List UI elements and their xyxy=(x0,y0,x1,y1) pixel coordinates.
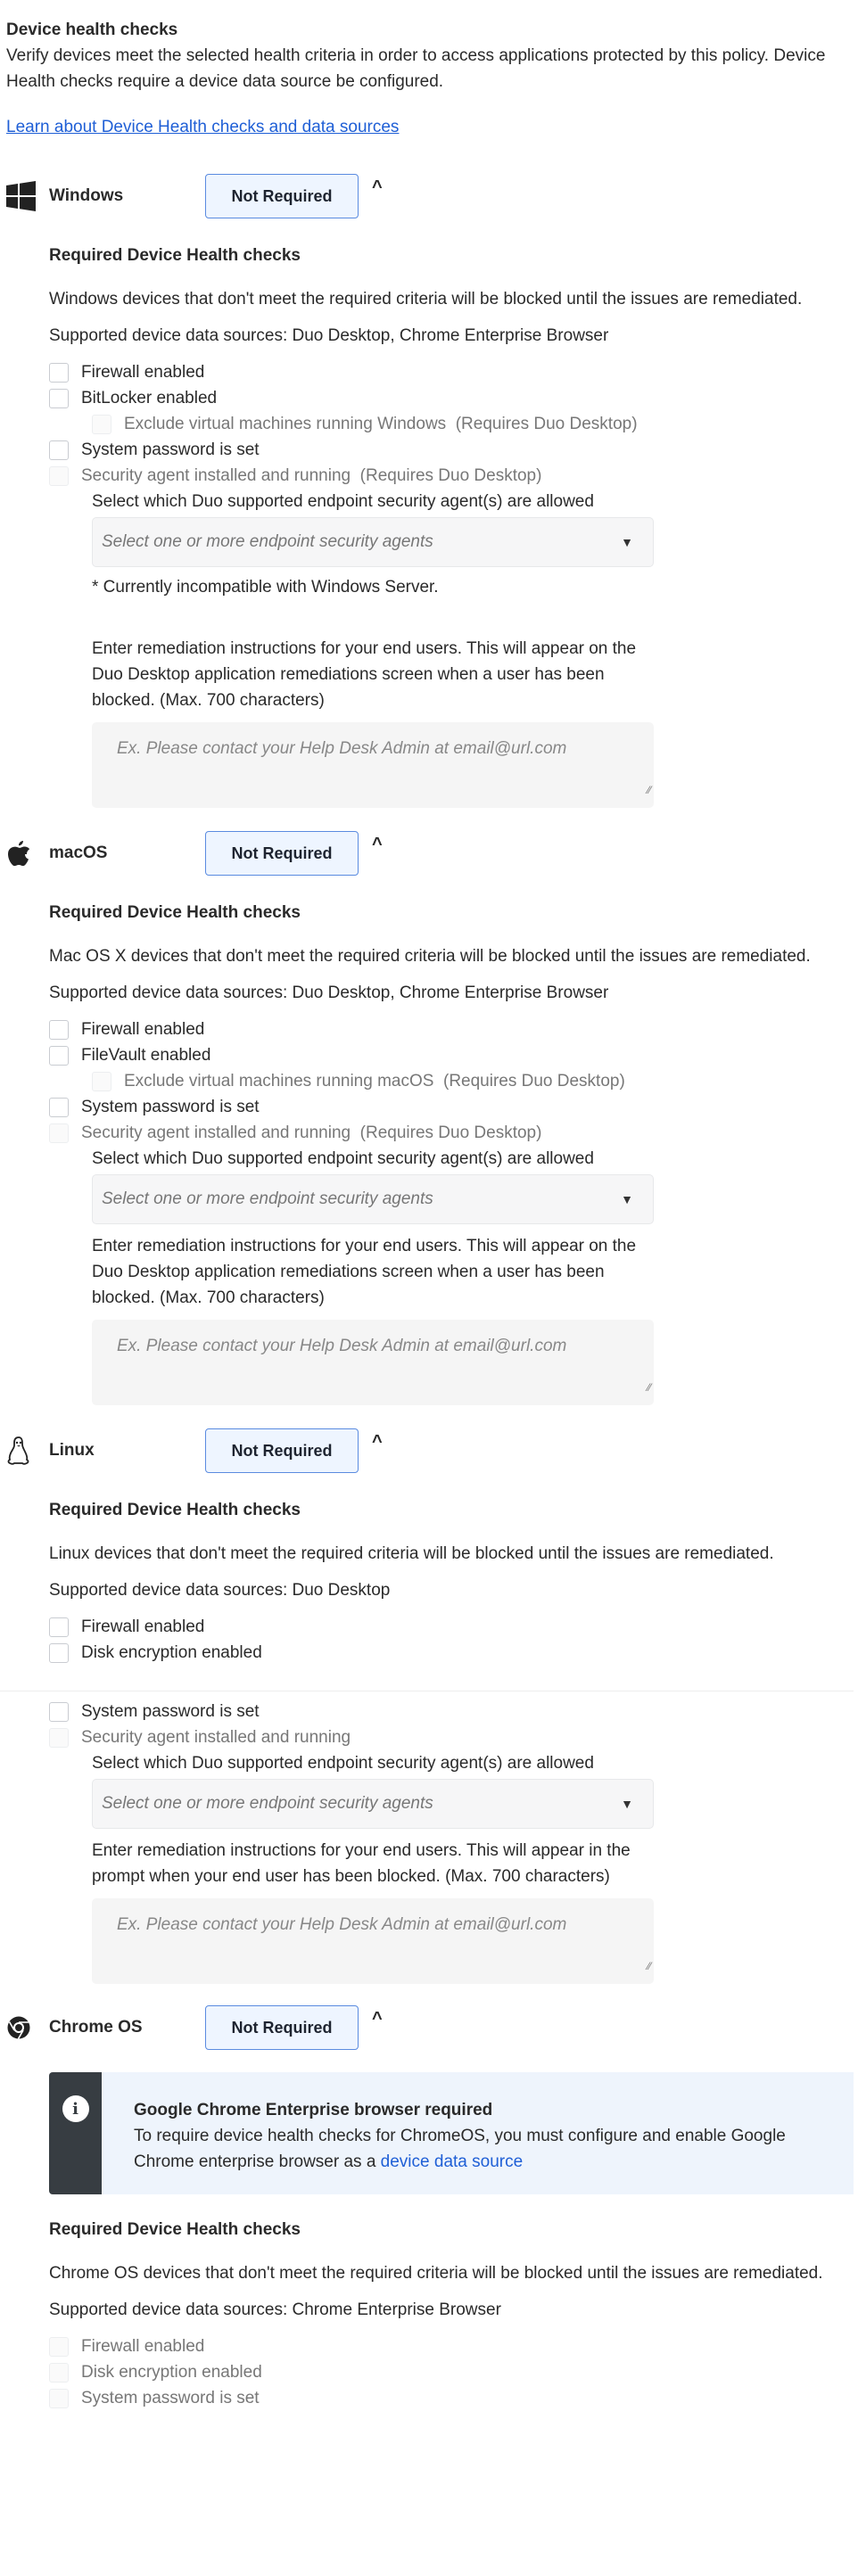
checkbox-label: Security agent installed and running xyxy=(81,1727,351,1747)
os-row-macos xyxy=(6,831,854,876)
select-placeholder: Select one or more endpoint security agents xyxy=(102,1794,433,1813)
remediation-label: Enter remediation instructions for your end users. This will appear on the Duo Desktop application remediations screen when a user has been blocked. (Max. 700 characters) xyxy=(92,1237,637,1307)
status-dropdown-button[interactable]: Not Required xyxy=(205,1428,359,1473)
textarea-placeholder: Ex. Please contact your Help Desk Admin at email@url.com xyxy=(117,739,567,758)
checkbox[interactable] xyxy=(49,1046,69,1066)
checkbox xyxy=(92,1072,111,1091)
supported-sources: Supported device data sources: Chrome Enterprise Browser xyxy=(49,2300,501,2319)
checkbox[interactable] xyxy=(49,1702,69,1722)
os-description: Windows devices that don't meet the required criteria will be blocked until the issues are remediated. xyxy=(49,290,803,309)
remediation-textarea[interactable] xyxy=(92,1898,654,1984)
checkbox-label: Security agent installed and running xyxy=(81,465,351,485)
chevron-up-icon[interactable]: ^ xyxy=(372,1432,383,1452)
checkbox-label: Firewall enabled xyxy=(81,2336,205,2356)
supported-sources: Supported device data sources: Duo Desktop, Chrome Enterprise Browser xyxy=(49,326,609,345)
select-placeholder: Select one or more endpoint security agents xyxy=(102,1189,433,1208)
apple-icon xyxy=(6,838,37,868)
chevron-up-icon[interactable]: ^ xyxy=(372,177,383,197)
os-row-chromeos xyxy=(6,2005,854,2050)
checkbox xyxy=(92,415,111,434)
checkbox-label: System password is set xyxy=(81,1097,260,1116)
learn-link[interactable]: Learn about Device Health checks and data sources xyxy=(6,118,400,136)
checkbox-system-password xyxy=(49,2385,854,2411)
checkbox-system-password[interactable] xyxy=(49,437,854,463)
supported-sources: Supported device data sources: Duo Desktop xyxy=(49,1581,391,1600)
checkbox-label: Firewall enabled xyxy=(81,1019,205,1039)
checkbox-label: Security agent installed and running xyxy=(81,1123,351,1142)
checkbox-firewall[interactable] xyxy=(49,1614,854,1640)
chrome-icon xyxy=(6,2012,37,2043)
checkbox xyxy=(49,2337,69,2357)
linux-penguin-icon xyxy=(6,1436,37,1466)
checkbox xyxy=(49,466,69,486)
checkbox[interactable] xyxy=(49,1098,69,1117)
incompatible-note: * Currently incompatible with Windows Server. xyxy=(92,578,439,597)
checkbox-label: Exclude virtual machines running macOS xyxy=(124,1071,434,1090)
checkbox-label: Disk encryption enabled xyxy=(81,1642,262,1662)
checkbox-label: BitLocker enabled xyxy=(81,388,218,407)
required-heading: Required Device Health checks xyxy=(49,903,301,922)
os-description: Chrome OS devices that don't meet the required criteria will be blocked until the issues are remediated. xyxy=(49,2264,823,2283)
checkbox-system-password[interactable] xyxy=(49,1094,854,1120)
checkbox[interactable] xyxy=(49,1617,69,1637)
checkbox[interactable] xyxy=(49,1643,69,1663)
checkbox-bitlocker[interactable] xyxy=(49,385,854,411)
info-text: To require device health checks for ChromeOS, you must configure and enable Google Chrome enterprise browser as a xyxy=(134,2127,786,2171)
checkbox-system-password[interactable] xyxy=(49,1699,854,1724)
checkbox xyxy=(49,2389,69,2408)
dropdown-arrow-icon: ▼ xyxy=(621,1192,633,1206)
required-heading: Required Device Health checks xyxy=(49,246,301,265)
checkbox-label: Firewall enabled xyxy=(81,362,205,382)
checkbox-label: FileVault enabled xyxy=(81,1045,211,1065)
select-placeholder: Select one or more endpoint security agents xyxy=(102,532,433,551)
checkbox-security-agent xyxy=(49,1724,854,1750)
status-dropdown-button[interactable]: Not Required xyxy=(205,831,359,876)
agent-select-label: Select which Duo supported endpoint security agent(s) are allowed xyxy=(92,1754,594,1773)
info-icon: i xyxy=(62,2095,89,2122)
checkbox-firewall[interactable] xyxy=(49,359,854,385)
device-data-source-link[interactable]: device data source xyxy=(380,2152,524,2171)
checkbox-security-agent xyxy=(49,463,854,489)
agent-select[interactable] xyxy=(92,1779,654,1829)
os-label: Linux xyxy=(49,1441,95,1460)
checkbox xyxy=(49,2363,69,2383)
section-description: Verify devices meet the selected health criteria in order to access applications protected by this policy. Device Health checks require a device data source be configured. xyxy=(6,46,826,91)
checkbox[interactable] xyxy=(49,363,69,383)
checkbox-firewall[interactable] xyxy=(49,1016,854,1042)
os-label: Windows xyxy=(49,186,124,205)
checkbox[interactable] xyxy=(49,389,69,408)
checkbox-label: System password is set xyxy=(81,1701,260,1721)
checkbox-exclude-vm xyxy=(49,1068,854,1094)
requires-note: (Requires Duo Desktop) xyxy=(433,1071,625,1090)
section-title: Device health checks xyxy=(6,21,178,39)
checkbox xyxy=(49,1123,69,1143)
requires-note: (Requires Duo Desktop) xyxy=(351,465,542,485)
checkbox-label: Firewall enabled xyxy=(81,1617,205,1636)
agent-select[interactable] xyxy=(92,517,654,567)
required-heading: Required Device Health checks xyxy=(49,1501,301,1519)
os-description: Mac OS X devices that don't meet the required criteria will be blocked until the issues are remediated. xyxy=(49,947,811,966)
status-dropdown-button[interactable]: Not Required xyxy=(205,2005,359,2050)
agent-select-label: Select which Duo supported endpoint security agent(s) are allowed xyxy=(92,492,594,511)
info-title: Google Chrome Enterprise browser required xyxy=(134,2101,493,2119)
checkbox-filevault[interactable] xyxy=(49,1042,854,1068)
info-banner xyxy=(49,2072,854,2194)
checkbox-exclude-vm xyxy=(49,411,854,437)
checkbox-label: Exclude virtual machines running Windows xyxy=(124,414,447,433)
checkbox-security-agent xyxy=(49,1120,854,1146)
agent-select-label: Select which Duo supported endpoint security agent(s) are allowed xyxy=(92,1149,594,1168)
os-description: Linux devices that don't meet the required criteria will be blocked until the issues are remediated. xyxy=(49,1544,774,1563)
remediation-textarea[interactable] xyxy=(92,722,654,808)
checkbox-disk-encryption[interactable] xyxy=(49,1640,854,1666)
requires-note: (Requires Duo Desktop) xyxy=(351,1123,542,1142)
dropdown-arrow-icon: ▼ xyxy=(621,535,633,549)
checkbox-label: Disk encryption enabled xyxy=(81,2362,262,2382)
os-label: Chrome OS xyxy=(49,2018,143,2037)
checkbox-disk-encryption xyxy=(49,2359,854,2385)
requires-note: (Requires Duo Desktop) xyxy=(446,414,638,433)
textarea-placeholder: Ex. Please contact your Help Desk Admin at email@url.com xyxy=(117,1915,567,1934)
supported-sources: Supported device data sources: Duo Desktop, Chrome Enterprise Browser xyxy=(49,983,609,1002)
resize-handle-icon[interactable]: ⁄⁄ xyxy=(647,784,651,796)
resize-handle-icon[interactable]: ⁄⁄ xyxy=(647,1381,651,1394)
checkbox[interactable] xyxy=(49,1020,69,1040)
os-label: macOS xyxy=(49,844,108,862)
status-dropdown-button[interactable]: Not Required xyxy=(205,174,359,218)
dropdown-arrow-icon: ▼ xyxy=(621,1797,633,1811)
chevron-up-icon[interactable]: ^ xyxy=(372,835,383,854)
checkbox-firewall xyxy=(49,2333,854,2359)
chevron-up-icon[interactable]: ^ xyxy=(372,2009,383,2029)
checkbox-label: System password is set xyxy=(81,440,260,459)
remediation-label: Enter remediation instructions for your end users. This will appear on the Duo Desktop application remediations screen when a user has been blocked. (Max. 700 characters) xyxy=(92,639,637,710)
checkbox xyxy=(49,1728,69,1748)
device-health-checks xyxy=(6,17,854,2411)
checkbox-label: System password is set xyxy=(81,2388,260,2407)
required-heading: Required Device Health checks xyxy=(49,2220,301,2239)
agent-select[interactable] xyxy=(92,1174,654,1224)
checkbox[interactable] xyxy=(49,440,69,460)
windows-icon xyxy=(6,181,37,211)
remediation-label: Enter remediation instructions for your end users. This will appear in the prompt when your end user has been blocked. (Max. 700 characters) xyxy=(92,1841,631,1886)
remediation-textarea[interactable] xyxy=(92,1320,654,1405)
resize-handle-icon[interactable]: ⁄⁄ xyxy=(647,1960,651,1972)
os-row-linux xyxy=(6,1428,854,1473)
os-row-windows xyxy=(6,174,854,218)
textarea-placeholder: Ex. Please contact your Help Desk Admin at email@url.com xyxy=(117,1337,567,1355)
